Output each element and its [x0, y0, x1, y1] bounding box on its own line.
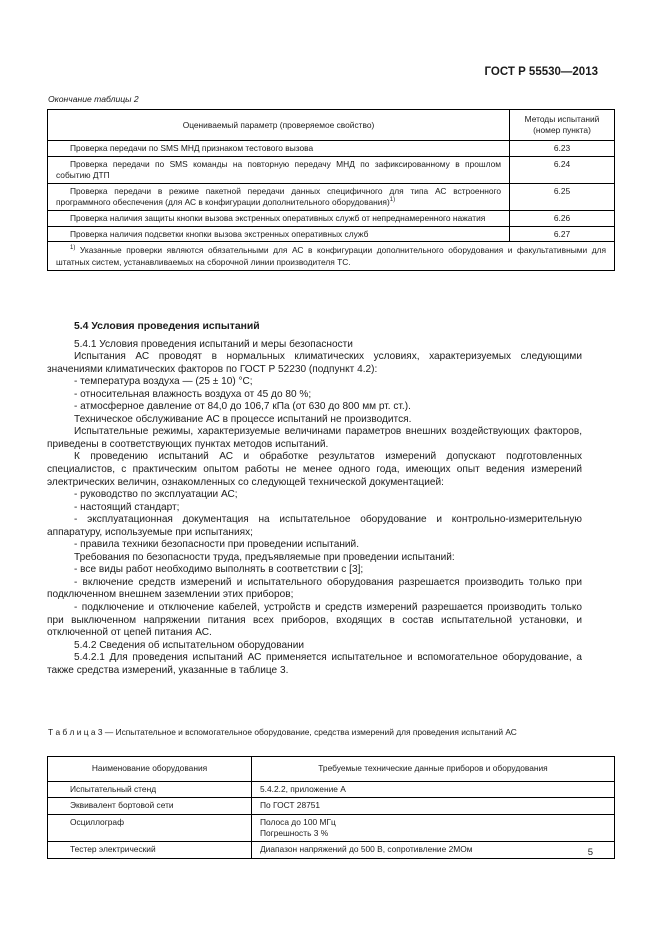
paragraph: Требования по безопасности труда, предъявляемые при проведении испытаний:	[74, 551, 455, 563]
spec-line: Полоса до 100 МГц	[260, 816, 336, 827]
paragraph: 5.4.2.1 Для проведения испытаний АС применяется испытательное и вспомогательное оборудование, а также средства измерений, указанные в таблице 3.	[47, 652, 582, 676]
page-number: 5	[587, 847, 593, 858]
list-item: - атмосферное давление от 84,0 до 106,7 кПа (от 630 до 800 мм рт. ст.).	[74, 401, 411, 413]
equipment-name-cell: Тестер электрический	[48, 842, 252, 858]
equipment-spec-cell	[252, 814, 615, 842]
table-3	[47, 756, 615, 859]
list-item: - настоящий стандарт;	[74, 501, 180, 513]
footnote-text: Указанные проверки являются обязательными для АС в конфигурации дополнительного оборудования и факультативными для штатных систем, устанавливаемых на сборочной линии производителя ТС.	[56, 245, 607, 267]
equipment-spec-cell: По ГОСТ 28751	[252, 798, 615, 814]
paragraph: Техническое обслуживание АС в процессе испытаний не производится.	[74, 413, 412, 425]
table-row	[48, 798, 615, 814]
method-number-cell: 6.24	[510, 156, 615, 183]
table-row	[48, 141, 615, 157]
table-row	[48, 226, 615, 242]
table-header-row	[48, 757, 615, 782]
table2-caption: Окончание таблицы 2	[48, 94, 139, 104]
document-header: ГОСТ Р 55530—2013	[484, 66, 598, 78]
subsection-title: 5.4.2 Сведения об испытательном оборудовании	[74, 639, 304, 651]
section-body	[47, 321, 582, 677]
list-item: - правила техники безопасности при проведении испытаний.	[74, 539, 359, 551]
table-footnote-row	[48, 242, 615, 270]
equipment-spec-cell: 5.4.2.2, приложение А	[252, 782, 615, 798]
column-header-specs: Требуемые технические данные приборов и оборудования	[252, 757, 615, 782]
param-cell: Проверка наличия защиты кнопки вызова экстренных оперативных служб от непреднамеренного нажатия	[48, 210, 510, 226]
equipment-name-cell: Испытательный стенд	[48, 782, 252, 798]
list-item: - руководство по эксплуатации АС;	[74, 489, 238, 501]
column-header-method: Методы испытаний (номер пункта)	[510, 110, 615, 141]
table-header-row	[48, 110, 615, 141]
param-text: Проверка передачи в режиме пакетной передачи данных специфичного для типа АС встроенного программного обеспечения (для АС в конфигурации дополнительного оборудования)	[56, 185, 501, 207]
column-header-parameter: Оцениваемый параметр (проверяемое свойство)	[48, 110, 510, 141]
table-footnote	[48, 242, 615, 270]
list-item: - включение средств измерений и испытательного оборудования разрешается производить только при подключенном внешнем заземлении этих приборов;	[47, 576, 582, 601]
param-cell: Проверка передачи по SMS МНД признаком тестового вызова	[48, 141, 510, 157]
list-item: - эксплуатационная документация на испытательное оборудование и контрольно-измерительную аппаратуру, используемые при испытаниях;	[47, 514, 582, 538]
param-cell: Проверка передачи по SMS команды на повторную передачу МНД по зафиксированному в прошлом событию ДТП	[48, 156, 510, 183]
table-row	[48, 782, 615, 798]
footnote-mark: 1)	[70, 245, 76, 252]
equipment-spec-cell: Диапазон напряжений до 500 В, сопротивление 2МОм	[252, 842, 615, 858]
spec-line: Погрешность 3 %	[260, 828, 329, 839]
table-row	[48, 156, 615, 183]
paragraph: Испытательные режимы, характеризуемые величинами параметров внешних воздействующих факторов, приведены в соответствующих пунктах методов испытаний.	[47, 426, 582, 450]
list-item: - относительная влажность воздуха от 45 до 80 %;	[74, 388, 312, 400]
list-item: - подключение и отключение кабелей, устройств и средств измерений разрешается производить только при выключенном напряжении питания всех приборов, входящих в состав испытательной установки, и отключенной от цепей питания АС.	[47, 602, 582, 639]
table-row	[48, 183, 615, 210]
table3-caption: Т а б л и ц а 3 — Испытательное и вспомогательное оборудование, средства измерений для проведения испытаний АС	[48, 727, 517, 737]
table-2	[47, 109, 615, 271]
list-item: - все виды работ необходимо выполнять в соответствии с [3];	[74, 564, 364, 576]
equipment-name-cell: Осциллограф	[48, 814, 252, 842]
method-number-cell: 6.26	[510, 210, 615, 226]
table-row	[48, 814, 615, 842]
table-row	[48, 842, 615, 858]
method-number-cell: 6.23	[510, 141, 615, 157]
column-header-equipment: Наименование оборудования	[48, 757, 252, 782]
param-cell	[48, 183, 510, 210]
section-title: 5.4 Условия проведения испытаний	[74, 321, 260, 332]
footnote-ref: 1)	[389, 196, 396, 203]
paragraph: 5.4.1 Условия проведения испытаний и меры безопасности	[74, 338, 353, 350]
paragraph: Испытания АС проводят в нормальных климатических условиях, характеризуемых следующими значениями климатических факторов по ГОСТ Р 52230 (подпункт 4.2):	[47, 351, 582, 375]
method-number-cell: 6.27	[510, 226, 615, 242]
table-row	[48, 210, 615, 226]
paragraph: К проведению испытаний АС и обработке результатов измерений допускают подготовленных специалистов, с практическим опытом работы не менее одного года, имеющих опыт ведения измерений электрических величин, ознакомленных со следующей технической документацией:	[47, 451, 582, 488]
param-cell: Проверка наличия подсветки кнопки вызова экстренных оперативных служб	[48, 226, 510, 242]
method-number-cell: 6.25	[510, 183, 615, 210]
equipment-name-cell: Эквивалент бортовой сети	[48, 798, 252, 814]
list-item: - температура воздуха — (25 ± 10) °С;	[74, 376, 253, 388]
